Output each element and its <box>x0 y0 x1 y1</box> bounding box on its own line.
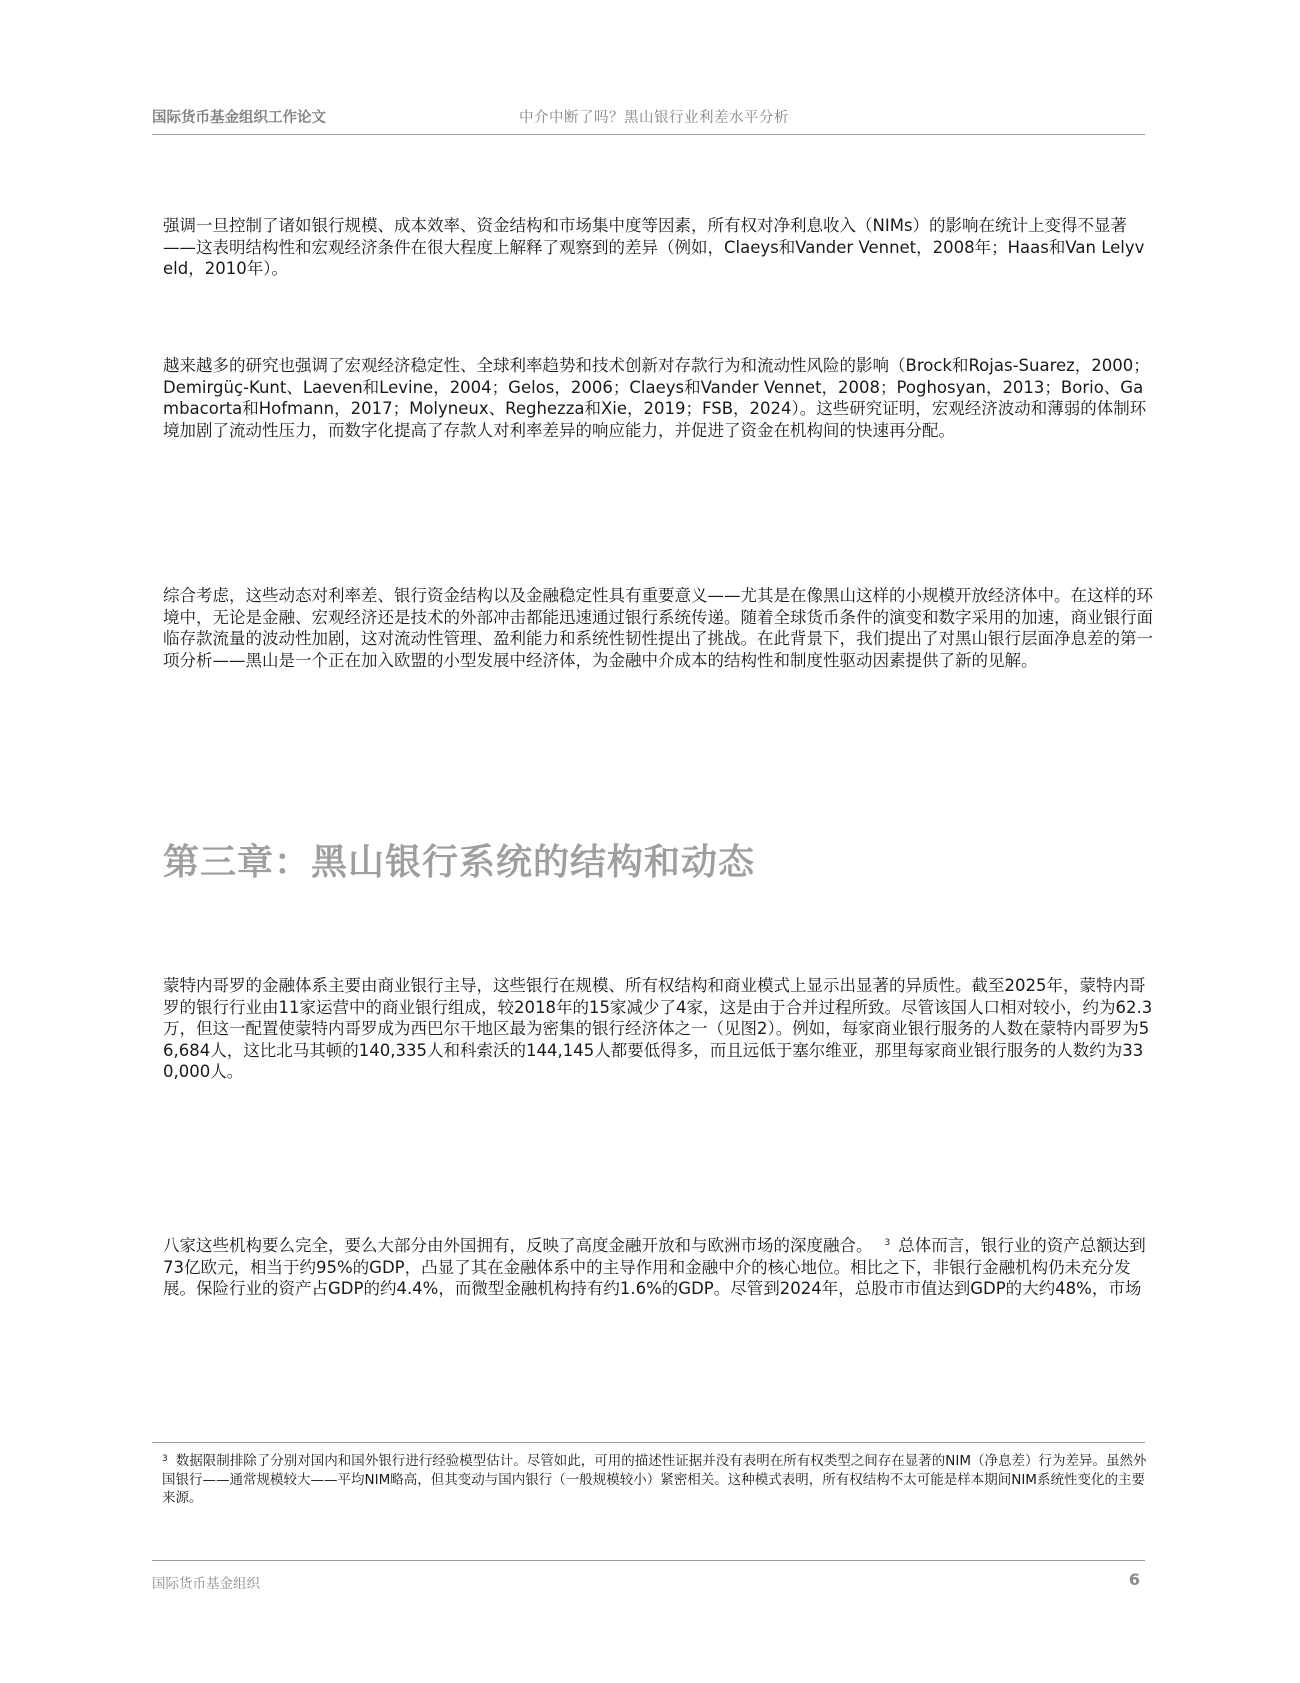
footer-organization: 国际货币基金组织 <box>152 1576 260 1592</box>
paragraph-5-part-b: 总体而言，银行业的资产总额达到73亿欧元，相当于约95%的GDP，凸显了其在金融体系中的主导作用和金融中介的核心地位。相比之下，非银行金融机构仍未充分发展。保险行业的资产占GDP的约4.4%，而微型金融机构持有约1.6%的GDP。尽管到2024年，总股市市值达到GDP的大约48%，市场 <box>163 1236 1146 1298</box>
footnote <box>162 1450 1147 1508</box>
body-paragraph-5 <box>163 1233 1153 1300</box>
footnote-reference[interactable]: 3 <box>884 1238 891 1248</box>
page-header <box>152 104 1145 135</box>
body-paragraph-3: 综合考虑，这些动态对利率差、银行资金结构以及金融稳定性具有重要意义——尤其是在像黑山这样的小规模开放经济体中。在这样的环境中，无论是金融、宏观经济还是技术的外部冲击都能迅速通过银行系统传递。随着全球货币条件的演变和数字采用的加速，商业银行面临存款流量的波动性加剧，这对流动性管理、盈利能力和系统性韧性提出了挑战。在此背景下，我们提出了对黑山银行层面净息差的第一项分析——黑山是一个正在加入欧盟的小型发展中经济体，为金融中介成本的结构性和制度性驱动因素提供了新的见解。 <box>163 586 1153 670</box>
body-paragraph-4: 蒙特内哥罗的金融体系主要由商业银行主导，这些银行在规模、所有权结构和商业模式上显示出显著的异质性。截至2025年，蒙特内哥罗的银行行业由11家运营中的商业银行组成，较2018年的15家减少了4家，这是由于合并过程所致。尽管该国人口相对较小，约为62.3万，但这一配置使蒙特内哥罗成为西巴尔干地区最为密集的银行经济体之一（见图2）。例如，每家商业银行服务的人数在蒙特内哥罗为56,684人，这比北马其顿的140,335人和科索沃的144,145人都要低得多，而且远低于塞尔维亚，那里每家商业银行服务的人数约为330,000人。 <box>163 976 1153 1081</box>
paragraph-5-part-a: 八家这些机构要么完全，要么大部分由外国拥有，反映了高度金融开放和与欧洲市场的深度融合。 <box>163 1236 873 1255</box>
footnote-text: 数据限制排除了分别对国内和国外银行进行经验模型估计。尽管如此，可用的描述性证据并没有表明在所有权类型之间存在显著的NIM（净息差）行为差异。虽然外国银行——通常规模较大——平均NIM略高，但其变动与国内银行（一般规模较小）紧密相关。这种模式表明，所有权结构不太可能是样本期间NIM系统性变化的主要来源。 <box>162 1453 1147 1506</box>
body-paragraph-2: 越来越多的研究也强调了宏观经济稳定性、全球利率趋势和技术创新对存款行为和流动性风险的影响（Brock和Rojas-Suarez，2000；Demirgüç-Kunt、Laeven和Levine，2004；Gelos，2006；Claeys和Vander Vennet，2008；Poghosyan，2013；Borio、Gambacorta和Hofmann，2017；Molyneux、Reghezza和Xie，2019；FSB，2024）。这些研究证明，宏观经济波动和薄弱的体制环境加剧了流动性压力，而数字化提高了存款人对利率差异的响应能力，并促进了资金在机构间的快速再分配。 <box>163 356 1150 440</box>
footnote-mark: 3 <box>162 1454 168 1464</box>
footnote-divider <box>152 1442 1145 1443</box>
header-publication-title: 国际货币基金组织工作论文 <box>152 110 326 126</box>
page-number: 6 <box>1128 1570 1140 1589</box>
chapter-heading: 第三章：黑山银行系统的结构和动态 <box>163 842 756 883</box>
footer-divider <box>152 1560 1145 1561</box>
header-paper-title: 中介中断了吗？黑山银行业利差水平分析 <box>519 110 789 126</box>
body-paragraph-1: 强调一旦控制了诸如银行规模、成本效率、资金结构和市场集中度等因素，所有权对净利息收入（NIMs）的影响在统计上变得不显著——这表明结构性和宏观经济条件在很大程度上解释了观察到的差异（例如，Claeys和Vander Vennet，2008年；Haas和Van Lelyveld，2010年）。 <box>163 216 1145 278</box>
